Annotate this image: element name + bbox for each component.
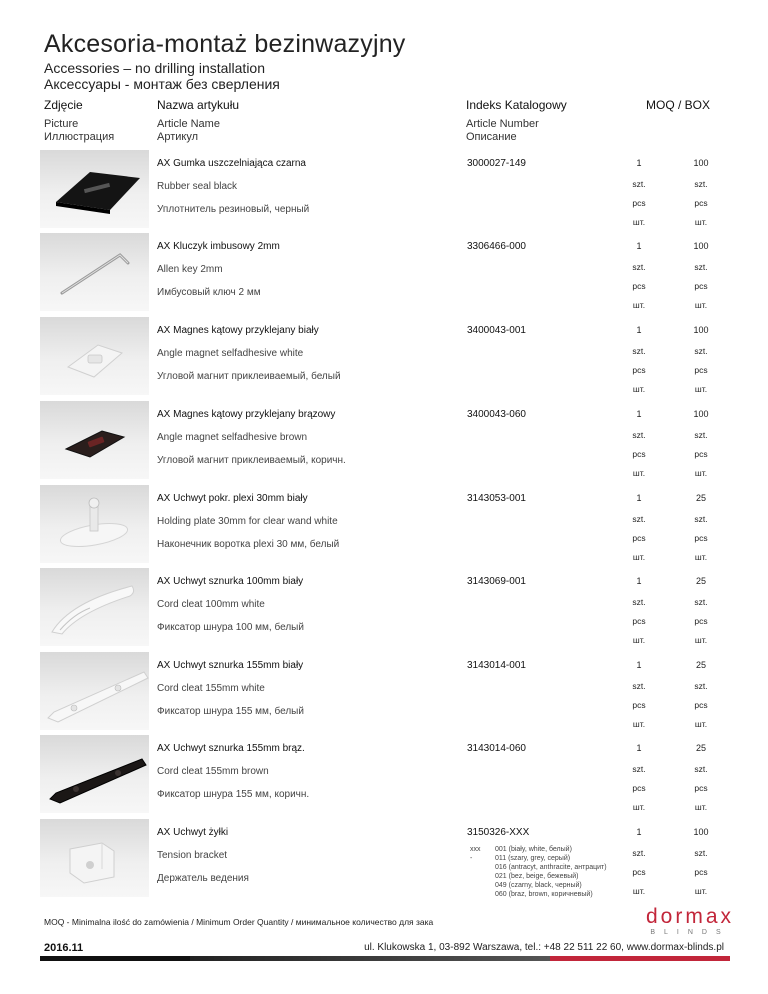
unit-en: pcs — [694, 449, 708, 459]
allen-key-photo — [40, 233, 149, 311]
product-row — [40, 485, 730, 563]
product-sku: 3143014-060 — [467, 743, 526, 754]
product-sku: 3143014-001 — [467, 660, 526, 671]
unit-pl: szt. — [694, 597, 708, 607]
unit-en: pcs — [632, 616, 646, 626]
unit-pl: szt. — [694, 764, 708, 774]
box-value: 100 — [693, 158, 709, 168]
box-value: 25 — [695, 576, 706, 586]
header-index-en: Article Number — [466, 118, 539, 130]
box-value: 100 — [693, 241, 709, 251]
subtitle-en: Accessories – no drilling installation — [44, 60, 265, 76]
product-name-en: Holding plate 30mm for clear wand white — [157, 516, 338, 527]
box-value: 25 — [695, 493, 706, 503]
product-name-en: Cord cleat 155mm white — [157, 683, 265, 694]
product-row — [40, 819, 730, 897]
header-index-ru: Описание — [466, 131, 517, 143]
product-name-en: Angle magnet selfadhesive brown — [157, 432, 308, 443]
product-row — [40, 150, 730, 228]
product-name-ru: Фиксатор шнура 155 мм, коричн. — [157, 789, 310, 800]
product-name-en: Cord cleat 155mm brown — [157, 766, 269, 777]
unit-ru: шт. — [632, 300, 646, 310]
unit-en: pcs — [694, 783, 708, 793]
variant-item: 016 (antracyt, anthracite, антрацит) — [495, 864, 607, 871]
unit-pl: szt. — [632, 179, 646, 189]
unit-en: pcs — [632, 783, 646, 793]
logo-tag: BLINDS — [650, 929, 730, 936]
product-row — [40, 568, 730, 646]
unit-pl: szt. — [632, 597, 646, 607]
unit-ru: шт. — [632, 217, 646, 227]
unit-ru: шт. — [632, 886, 646, 896]
unit-en: pcs — [632, 867, 646, 877]
logo-word: dormax — [645, 905, 735, 928]
product-name-en: Cord cleat 100mm white — [157, 599, 265, 610]
unit-ru: шт. — [694, 468, 708, 478]
angle-magnet-brown-photo — [40, 401, 149, 479]
product-row — [40, 317, 730, 395]
company-address: ul. Klukowska 1, 03-892 Warszawa, tel.: +48 22 511 22 60, www.dormax-blinds.pl — [364, 942, 724, 953]
cord-cleat-100-photo — [40, 568, 149, 646]
header-index-pl: Indeks Katalogowy — [466, 98, 567, 112]
document-date: 2016.11 — [44, 942, 84, 954]
unit-pl: szt. — [632, 848, 646, 858]
footer-bar-black — [40, 956, 190, 961]
unit-en: pcs — [694, 198, 708, 208]
product-name-en: Rubber seal black — [157, 181, 238, 192]
product-name-en: Tension bracket — [157, 850, 228, 861]
unit-pl: szt. — [632, 764, 646, 774]
unit-en: pcs — [694, 281, 708, 291]
unit-en: pcs — [694, 533, 708, 543]
variant-item: 049 (czarny, black, черный) — [495, 882, 582, 889]
unit-pl: szt. — [694, 430, 708, 440]
product-sku: 3143053-001 — [467, 493, 526, 504]
tension-bracket-photo — [40, 819, 149, 897]
unit-ru: шт. — [632, 468, 646, 478]
unit-ru: шт. — [694, 802, 708, 812]
unit-ru: шт. — [694, 384, 708, 394]
unit-en: pcs — [632, 533, 646, 543]
product-name-ru: Угловой магнит приклеиваемый, белый — [157, 371, 341, 382]
box-value: 25 — [695, 743, 706, 753]
box-value: 100 — [693, 325, 709, 335]
angle-magnet-white-photo — [40, 317, 149, 395]
unit-en: pcs — [632, 198, 646, 208]
product-sku: 3000027-149 — [467, 158, 526, 169]
unit-ru: шт. — [632, 384, 646, 394]
product-name-pl: AX Uchwyt żyłki — [157, 827, 229, 838]
header-picture-pl: Zdjęcie — [44, 98, 83, 112]
unit-en: pcs — [632, 700, 646, 710]
header-name-en: Article Name — [157, 118, 220, 130]
moq-value: 1 — [636, 827, 642, 837]
product-name-en: Allen key 2mm — [157, 264, 223, 275]
unit-pl: szt. — [632, 346, 646, 356]
unit-pl: szt. — [632, 514, 646, 524]
product-name-pl: AX Uchwyt sznurka 155mm brąz. — [157, 743, 305, 754]
box-value: 100 — [693, 409, 709, 419]
unit-ru: шт. — [632, 802, 646, 812]
unit-en: pcs — [694, 700, 708, 710]
header-moq: MOQ / BOX — [646, 98, 711, 112]
variant-item: 011 (szary, grey, серый) — [495, 855, 571, 862]
unit-ru: шт. — [694, 552, 708, 562]
footer-bar-gray — [190, 956, 550, 961]
product-name-pl: AX Uchwyt sznurka 100mm biały — [157, 576, 304, 587]
product-name-ru: Уплотнитель резиновый, черный — [157, 204, 310, 215]
unit-pl: szt. — [632, 681, 646, 691]
unit-pl: szt. — [694, 346, 708, 356]
header-picture-en: Picture — [44, 118, 79, 130]
subtitle-ru: Аксессуары - монтаж без сверления — [44, 76, 280, 92]
unit-ru: шт. — [694, 886, 708, 896]
rubber-seal-photo — [40, 150, 149, 228]
product-row — [40, 735, 730, 813]
product-name-ru: Держатель ведения — [157, 873, 249, 884]
unit-en: pcs — [632, 365, 646, 375]
moq-footnote: MOQ - Minimalna ilość do zamówienia / Minimum Order Quantity / минимальное количество для зака — [44, 917, 434, 927]
product-name-pl: AX Gumka uszczelniająca czarna — [157, 158, 306, 169]
dormax-logo — [640, 906, 740, 936]
header-name-ru: Артикул — [157, 131, 199, 143]
product-name-ru: Имбусовый ключ 2 мм — [157, 287, 261, 298]
header-name-pl: Nazwa artykułu — [157, 98, 240, 112]
unit-pl: szt. — [694, 848, 708, 858]
cord-cleat-155-brown-photo — [40, 735, 149, 813]
product-sku: 3400043-060 — [467, 409, 526, 420]
variants-lead: xxx - — [470, 846, 481, 862]
variant-item: 060 (braz, brown, коричневый) — [495, 891, 593, 898]
product-name-pl: AX Uchwyt sznurka 155mm biały — [157, 660, 304, 671]
unit-pl: szt. — [694, 681, 708, 691]
footer-bar-red — [550, 956, 730, 961]
product-name-pl: AX Magnes kątowy przyklejany biały — [157, 325, 319, 336]
product-sku: 3143069-001 — [467, 576, 526, 587]
unit-ru: шт. — [694, 217, 708, 227]
product-name-pl: AX Magnes kątowy przyklejany brązowy — [157, 409, 336, 420]
unit-en: pcs — [632, 449, 646, 459]
moq-value: 1 — [636, 743, 642, 753]
cord-cleat-155-white-photo — [40, 652, 149, 730]
moq-value: 1 — [636, 493, 642, 503]
product-sku: 3400043-001 — [467, 325, 526, 336]
unit-pl: szt. — [632, 430, 646, 440]
moq-value: 1 — [636, 241, 642, 251]
unit-pl: szt. — [632, 262, 646, 272]
box-value: 100 — [693, 827, 709, 837]
variant-item: 021 (bez, beige, бежевый) — [495, 873, 579, 880]
holding-plate-photo — [40, 485, 149, 563]
variant-item: 001 (biały, white, белый) — [495, 846, 572, 853]
unit-ru: шт. — [632, 719, 646, 729]
moq-value: 1 — [636, 158, 642, 168]
product-sku: 3150326-XXX — [467, 827, 530, 838]
header-picture-ru: Иллюстрация — [44, 131, 115, 143]
unit-en: pcs — [632, 281, 646, 291]
unit-en: pcs — [694, 867, 708, 877]
page-title: Akcesoria-montaż bezinwazyjny — [44, 30, 406, 58]
moq-value: 1 — [636, 325, 642, 335]
product-sku: 3306466-000 — [467, 241, 526, 252]
unit-ru: шт. — [632, 552, 646, 562]
product-row — [40, 233, 730, 311]
product-row — [40, 401, 730, 479]
moq-value: 1 — [636, 576, 642, 586]
unit-ru: шт. — [694, 719, 708, 729]
unit-en: pcs — [694, 365, 708, 375]
product-name-en: Angle magnet selfadhesive white — [157, 348, 304, 359]
moq-value: 1 — [636, 660, 642, 670]
product-name-ru: Фиксатор шнура 100 мм, белый — [157, 622, 304, 633]
moq-value: 1 — [636, 409, 642, 419]
box-value: 25 — [695, 660, 706, 670]
unit-ru: шт. — [632, 635, 646, 645]
product-name-ru: Угловой магнит приклеиваемый, коричн. — [157, 455, 346, 466]
product-name-pl: AX Kluczyk imbusowy 2mm — [157, 241, 280, 252]
unit-pl: szt. — [694, 514, 708, 524]
unit-pl: szt. — [694, 262, 708, 272]
product-row — [40, 652, 730, 730]
product-name-pl: AX Uchwyt pokr. plexi 30mm biały — [157, 493, 308, 504]
unit-ru: шт. — [694, 300, 708, 310]
unit-pl: szt. — [694, 179, 708, 189]
product-name-ru: Наконечник воротка plexi 30 мм, белый — [157, 539, 340, 550]
product-name-ru: Фиксатор шнура 155 мм, белый — [157, 706, 304, 717]
unit-en: pcs — [694, 616, 708, 626]
unit-ru: шт. — [694, 635, 708, 645]
